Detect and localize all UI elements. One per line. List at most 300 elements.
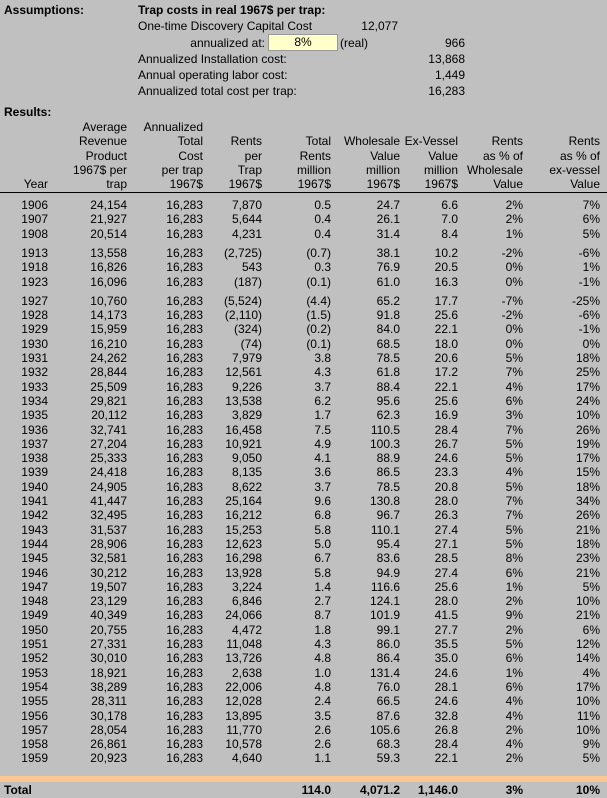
cell-year: 1934: [21, 393, 48, 408]
cell-avg-revenue: 40,349: [90, 608, 127, 623]
cell-avg-revenue: 19,507: [90, 579, 127, 594]
cell-rents-per-trap: 543: [241, 260, 262, 275]
column-header-avg-revenue: Product: [85, 148, 127, 163]
column-header-wholesale-value: Value: [370, 148, 400, 163]
cell-year: 1942: [21, 508, 48, 523]
labor-cost-value: 1,449: [434, 68, 465, 82]
cell-rents-per-trap: 7,979: [231, 351, 262, 365]
cell-rents-per-trap: 9,226: [231, 379, 262, 394]
cell-avg-revenue: 10,760: [90, 293, 127, 308]
cell-total-rents: 1.0: [314, 665, 331, 680]
cell-avg-revenue: 32,741: [90, 422, 127, 437]
cell-rents-per-trap: 3,829: [231, 408, 262, 423]
cell-rents-per-trap: 15,253: [225, 522, 262, 537]
cell-year: 1935: [21, 408, 48, 423]
cell-avg-revenue: 28,054: [90, 722, 127, 737]
cell-rents-pct-wholesale: 5%: [505, 522, 523, 537]
column-header-total-rents: 1967$: [297, 177, 331, 192]
column-header-rents-pct-wholesale: Rents: [491, 134, 523, 149]
cell-rents-pct-ex-vessel: 23%: [575, 551, 600, 566]
cell-year: 1907: [21, 212, 48, 227]
cell-total-rents: (0.1): [306, 336, 331, 351]
cell-total-rents: 3.8: [314, 351, 331, 365]
cell-rents-per-trap: (2,725): [223, 245, 262, 260]
table-row: [0, 423, 607, 437]
table-row: [0, 751, 607, 765]
cell-total-rents: 4.8: [314, 651, 331, 666]
cell-avg-revenue: 16,096: [90, 274, 127, 289]
cell-year: 1929: [21, 322, 48, 337]
cell-rents-pct-wholesale: 5%: [505, 451, 523, 466]
cell-wholesale-value: 95.6: [376, 393, 400, 408]
table-row: [0, 537, 607, 551]
cell-rents-per-trap: 8,622: [231, 479, 262, 494]
cell-rents-pct-ex-vessel: 14%: [575, 651, 600, 666]
column-header-avg-revenue: Revenue: [78, 134, 127, 149]
cell-avg-revenue: 30,178: [90, 708, 127, 723]
cell-rents-pct-ex-vessel: 21%: [575, 565, 600, 580]
cell-avg-revenue: 24,418: [90, 465, 127, 480]
cell-ex-vessel-value: 25.6: [434, 308, 458, 323]
cell-year: 1947: [21, 579, 48, 594]
cell-total-rents: 5.8: [314, 522, 331, 537]
cell-rents-per-trap: (2,110): [224, 308, 262, 323]
cell-rents-pct-wholesale: 3%: [505, 408, 523, 423]
cell-ex-vessel-value: 28.0: [434, 594, 458, 609]
cell-rents-pct-wholesale: 4%: [505, 694, 523, 709]
cell-wholesale-value: 76.0: [376, 679, 400, 694]
cell-rents-pct-ex-vessel: 12%: [575, 637, 600, 651]
cell-ex-vessel-value: 24.6: [434, 665, 458, 680]
cell-rents-pct-wholesale: 2%: [505, 622, 523, 637]
cell-rents-pct-ex-vessel: 4%: [582, 665, 600, 680]
cell-year: 1943: [21, 522, 48, 537]
cell-ex-vessel-value: 41.5: [434, 608, 458, 623]
column-header-rents-pct-ex-vessel: as % of: [559, 148, 600, 163]
cell-annualized-cost: 16,283: [166, 494, 203, 508]
column-header-rents-pct-ex-vessel: ex-vessel: [549, 162, 600, 177]
cell-avg-revenue: 28,311: [91, 694, 127, 709]
cell-wholesale-value: 130.8: [369, 494, 400, 508]
cell-rents-pct-wholesale: 4%: [505, 737, 523, 752]
cell-rents-per-trap: 13,726: [225, 651, 262, 666]
cell-rents-pct-wholesale: 0%: [505, 274, 523, 289]
cell-ex-vessel-value: 22.1: [434, 322, 458, 337]
cell-avg-revenue: 30,212: [90, 565, 127, 580]
cell-year: 1958: [21, 737, 48, 752]
cell-annualized-cost: 16,283: [166, 212, 203, 227]
cell-ex-vessel-value: 16.3: [434, 274, 458, 289]
cell-rents-per-trap: 8,135: [231, 465, 262, 480]
table-row: [0, 551, 607, 565]
cell-annualized-cost: 16,283: [166, 608, 203, 623]
cell-year: 1954: [21, 679, 48, 694]
cell-total-rents: (1.5): [306, 308, 331, 323]
cell-rents-pct-ex-vessel: 34%: [575, 494, 600, 508]
cell-ex-vessel-value: 6.6: [441, 198, 458, 212]
cell-total-rents: (4.4): [306, 293, 331, 308]
cell-annualized-cost: 16,283: [166, 274, 203, 289]
cell-rents-pct-ex-vessel: 26%: [575, 508, 600, 523]
table-row: [0, 380, 607, 394]
cell-rents-pct-ex-vessel: 18%: [575, 479, 600, 494]
cell-ex-vessel-value: 32.8: [434, 708, 458, 723]
table-row: [0, 246, 607, 260]
cell-year: 1950: [21, 622, 48, 637]
table-row: [0, 637, 607, 651]
cell-wholesale-value: 88.9: [376, 451, 400, 466]
cell-year: 1913: [21, 245, 48, 260]
cell-total-rents: 3.7: [314, 379, 331, 394]
cell-annualized-cost: 16,283: [166, 336, 203, 351]
cell-year: 1930: [21, 336, 48, 351]
column-header-ex-vessel-value: million: [423, 162, 458, 177]
cell-rents-pct-wholesale: 0%: [505, 336, 523, 351]
discount-rate-input[interactable]: 8%: [268, 34, 338, 51]
cell-rents-per-trap: (5,524): [223, 293, 262, 308]
total-label: Total: [4, 783, 32, 797]
cell-total-rents: 4.9: [314, 436, 331, 451]
cell-rents-per-trap: 12,623: [225, 536, 262, 551]
table-row: [0, 694, 607, 708]
cell-avg-revenue: 32,581: [90, 551, 127, 566]
column-header-total-rents: Total: [305, 134, 331, 149]
total-rents-pct-ex-vessel: 10%: [575, 783, 600, 797]
cell-ex-vessel-value: 17.2: [434, 365, 458, 380]
cell-wholesale-value: 68.3: [376, 737, 400, 752]
cell-rents-per-trap: 9,050: [231, 451, 262, 466]
cell-rents-per-trap: 2,638: [231, 665, 262, 680]
cell-year: 1932: [21, 365, 48, 380]
cell-rents-pct-ex-vessel: 11%: [576, 708, 600, 723]
cell-year: 1937: [21, 436, 48, 451]
cell-annualized-cost: 16,283: [166, 308, 203, 323]
cell-wholesale-value: 88.4: [376, 379, 400, 394]
table-row: [0, 198, 607, 212]
column-header-ex-vessel-value: Value: [428, 148, 458, 163]
cell-avg-revenue: 28,844: [90, 365, 127, 380]
column-header-total-rents: Rents: [299, 148, 331, 163]
table-row: [0, 680, 607, 694]
cell-total-rents: 7.5: [314, 422, 331, 437]
column-header-rents-pct-wholesale: Wholesale: [466, 162, 523, 177]
column-header-rents-per-trap: 1967$: [228, 177, 262, 192]
column-header-annualized-cost: Total: [177, 134, 203, 149]
cell-avg-revenue: 24,905: [90, 479, 127, 494]
cell-wholesale-value: 78.5: [376, 479, 400, 494]
cell-rents-pct-wholesale: 7%: [505, 365, 523, 380]
cell-wholesale-value: 86.5: [376, 465, 400, 480]
cell-year: 1955: [21, 694, 48, 709]
cell-rents-pct-ex-vessel: 18%: [575, 536, 600, 551]
cell-annualized-cost: 16,283: [166, 245, 203, 260]
cell-avg-revenue: 21,927: [90, 212, 127, 227]
table-row: [0, 227, 607, 241]
cell-total-rents: 1.4: [314, 579, 331, 594]
cell-total-rents: 4.3: [314, 365, 331, 380]
cell-annualized-cost: 16,283: [166, 665, 203, 680]
annualized-at-label: annualized at:: [190, 36, 265, 50]
cell-rents-per-trap: 10,921: [225, 436, 262, 451]
cell-total-rents: 4.8: [314, 679, 331, 694]
table-row: [0, 480, 607, 494]
cell-ex-vessel-value: 16.9: [434, 408, 458, 423]
cell-wholesale-value: 86.4: [376, 651, 400, 666]
table-row: [0, 308, 607, 322]
cell-rents-pct-ex-vessel: 6%: [582, 212, 600, 227]
cell-rents-pct-ex-vessel: 26%: [575, 422, 600, 437]
cell-rents-per-trap: 13,928: [225, 565, 262, 580]
cell-year: 1918: [21, 260, 48, 275]
cell-wholesale-value: 26.1: [376, 212, 400, 227]
cell-total-rents: 2.6: [314, 722, 331, 737]
cell-rents-pct-ex-vessel: 10%: [575, 408, 600, 423]
cell-rents-pct-wholesale: 5%: [505, 436, 523, 451]
cell-rents-per-trap: 11,048: [226, 637, 262, 651]
cell-total-rents: 5.0: [314, 536, 331, 551]
cell-wholesale-value: 65.2: [376, 293, 400, 308]
cell-rents-pct-wholesale: 6%: [505, 679, 523, 694]
column-header-ex-vessel-value: Ex-Vessel: [404, 134, 458, 149]
cell-rents-pct-wholesale: 2%: [505, 722, 523, 737]
cell-ex-vessel-value: 26.8: [434, 722, 458, 737]
table-row: [0, 737, 607, 751]
total-wholesale-value: 4,071.2: [359, 783, 400, 797]
annualized-value: 966: [444, 36, 465, 50]
cell-ex-vessel-value: 28.0: [434, 494, 458, 508]
cell-rents-per-trap: 25,164: [225, 494, 262, 508]
cell-annualized-cost: 16,283: [166, 722, 203, 737]
cell-ex-vessel-value: 20.8: [434, 479, 458, 494]
cell-rents-pct-ex-vessel: 17%: [575, 679, 600, 694]
table-row: [0, 651, 607, 665]
cell-avg-revenue: 16,210: [90, 336, 127, 351]
cell-rents-pct-ex-vessel: 17%: [575, 379, 600, 394]
cell-rents-pct-wholesale: 5%: [505, 536, 523, 551]
table-row: [0, 523, 607, 537]
cell-wholesale-value: 94.9: [376, 565, 400, 580]
cell-rents-pct-wholesale: -2%: [501, 308, 523, 323]
cell-avg-revenue: 24,154: [90, 198, 127, 212]
cell-total-rents: 4.3: [314, 637, 331, 651]
cell-rents-per-trap: 22,006: [225, 679, 262, 694]
table-row: [0, 451, 607, 465]
cell-rents-pct-ex-vessel: 9%: [582, 737, 600, 752]
table-row: [0, 437, 607, 451]
cell-ex-vessel-value: 7.0: [441, 212, 458, 227]
cell-rents-per-trap: (324): [233, 322, 262, 337]
cell-avg-revenue: 20,755: [90, 622, 127, 637]
cell-rents-per-trap: 5,644: [231, 212, 262, 227]
column-header-total-rents: million: [296, 162, 331, 177]
cell-rents-pct-ex-vessel: -6%: [578, 308, 600, 323]
total-separator: [0, 776, 607, 782]
total-row: [0, 783, 607, 798]
cell-rents-pct-wholesale: 4%: [505, 465, 523, 480]
cell-rents-per-trap: 4,472: [231, 622, 262, 637]
table-row: [0, 260, 607, 274]
column-header-year: Year: [23, 177, 48, 192]
cell-annualized-cost: 16,283: [166, 536, 203, 551]
cell-wholesale-value: 101.9: [369, 608, 400, 623]
column-header-avg-revenue: trap: [106, 177, 127, 192]
cell-avg-revenue: 27,204: [90, 436, 127, 451]
cell-rents-pct-wholesale: 5%: [505, 479, 523, 494]
cell-wholesale-value: 110.5: [370, 422, 400, 437]
cell-rents-pct-ex-vessel: 24%: [575, 393, 600, 408]
cell-wholesale-value: 87.6: [376, 708, 400, 723]
cell-avg-revenue: 16,826: [90, 260, 127, 275]
column-header-annualized-cost: Annualized: [143, 120, 203, 134]
cell-wholesale-value: 68.5: [376, 336, 400, 351]
cell-rents-pct-ex-vessel: 21%: [575, 522, 600, 537]
table-row: [0, 666, 607, 680]
table-row: [0, 566, 607, 580]
cell-rents-pct-ex-vessel: 19%: [575, 436, 600, 451]
cell-rents-pct-ex-vessel: 25%: [575, 365, 600, 380]
cell-annualized-cost: 16,283: [166, 198, 203, 212]
assumptions-heading: Assumptions:: [4, 3, 85, 17]
cell-year: 1928: [21, 308, 48, 323]
cell-rents-per-trap: 3,224: [231, 579, 262, 594]
cell-rents-per-trap: 16,212: [225, 508, 262, 523]
table-row: [0, 365, 607, 379]
cell-ex-vessel-value: 27.1: [434, 536, 458, 551]
cell-ex-vessel-value: 25.6: [434, 579, 458, 594]
cell-annualized-cost: 16,283: [166, 226, 203, 241]
table-row: [0, 394, 607, 408]
cell-total-rents: 2.6: [314, 737, 331, 752]
cell-rents-per-trap: 7,870: [231, 198, 262, 212]
cell-ex-vessel-value: 8.4: [441, 226, 458, 241]
cell-annualized-cost: 16,283: [166, 708, 203, 723]
cell-year: 1944: [21, 536, 48, 551]
cell-rents-pct-wholesale: 2%: [505, 751, 523, 766]
cell-wholesale-value: 99.1: [376, 622, 400, 637]
cell-avg-revenue: 20,514: [90, 226, 127, 241]
cell-rents-pct-ex-vessel: 21%: [575, 608, 600, 623]
cell-total-rents: 0.3: [314, 260, 331, 275]
cell-ex-vessel-value: 22.1: [434, 751, 458, 766]
cell-rents-pct-wholesale: 4%: [505, 379, 523, 394]
cell-ex-vessel-value: 27.4: [434, 522, 458, 537]
total-cost-value: 16,283: [428, 84, 465, 98]
cell-ex-vessel-value: 28.1: [434, 679, 458, 694]
cell-rents-pct-ex-vessel: 1%: [582, 260, 600, 275]
cell-year: 1941: [21, 494, 48, 508]
cell-rents-per-trap: 16,458: [225, 422, 262, 437]
cell-wholesale-value: 61.0: [376, 274, 400, 289]
cell-annualized-cost: 16,283: [166, 422, 203, 437]
column-header-rents-per-trap: per: [244, 148, 262, 163]
cell-rents-per-trap: 11,770: [226, 722, 262, 737]
cell-wholesale-value: 131.4: [369, 665, 400, 680]
column-header-rents-pct-ex-vessel: Rents: [568, 134, 600, 149]
table-row: [0, 322, 607, 336]
cell-ex-vessel-value: 35.5: [434, 637, 458, 651]
cell-ex-vessel-value: 26.7: [434, 436, 458, 451]
cell-wholesale-value: 83.6: [376, 551, 400, 566]
cell-ex-vessel-value: 18.0: [434, 336, 458, 351]
cell-year: 1939: [21, 465, 48, 480]
cell-year: 1940: [21, 479, 48, 494]
cell-annualized-cost: 16,283: [166, 393, 203, 408]
cell-wholesale-value: 116.6: [370, 579, 400, 594]
cell-rents-pct-ex-vessel: 15%: [575, 465, 600, 480]
cell-year: 1906: [21, 198, 48, 212]
table-row: [0, 351, 607, 365]
cell-rents-pct-ex-vessel: -1%: [578, 274, 600, 289]
cell-avg-revenue: 41,447: [90, 494, 127, 508]
cell-annualized-cost: 16,283: [166, 365, 203, 380]
column-header-rents-per-trap: Rents: [230, 134, 262, 149]
cell-total-rents: 2.4: [314, 694, 331, 709]
cell-rents-per-trap: 12,561: [225, 365, 262, 380]
cell-rents-pct-wholesale: 5%: [505, 637, 523, 651]
column-header-annualized-cost: per trap: [161, 162, 203, 177]
column-header-avg-revenue: Average: [82, 120, 127, 134]
column-header-rents-pct-wholesale: Value: [493, 177, 523, 192]
cell-annualized-cost: 16,283: [166, 508, 203, 523]
cell-wholesale-value: 62.3: [376, 408, 400, 423]
column-header-annualized-cost: Cost: [178, 148, 203, 163]
cell-ex-vessel-value: 17.7: [434, 293, 458, 308]
cell-year: 1953: [21, 665, 48, 680]
cell-rents-per-trap: 10,578: [225, 737, 262, 752]
cell-ex-vessel-value: 20.6: [434, 351, 458, 365]
cell-avg-revenue: 18,921: [90, 665, 127, 680]
cell-total-rents: 6.2: [314, 393, 331, 408]
cell-rents-per-trap: 12,028: [225, 694, 262, 709]
cell-wholesale-value: 91.8: [376, 308, 400, 323]
cell-year: 1938: [21, 451, 48, 466]
cell-avg-revenue: 25,509: [90, 379, 127, 394]
table-row: [0, 580, 607, 594]
table-row: [0, 623, 607, 637]
cell-avg-revenue: 27,331: [90, 637, 127, 651]
cell-rents-pct-wholesale: 6%: [505, 393, 523, 408]
cell-year: 1957: [21, 722, 48, 737]
cell-annualized-cost: 16,283: [166, 579, 203, 594]
cell-total-rents: 9.6: [314, 494, 331, 508]
cell-wholesale-value: 95.4: [376, 536, 400, 551]
cell-ex-vessel-value: 23.3: [434, 465, 458, 480]
cell-avg-revenue: 20,112: [91, 408, 127, 423]
cell-avg-revenue: 25,333: [90, 451, 127, 466]
cell-rents-pct-wholesale: 6%: [505, 565, 523, 580]
cell-wholesale-value: 96.7: [376, 508, 400, 523]
cell-rents-pct-wholesale: 6%: [505, 651, 523, 666]
cell-avg-revenue: 29,821: [90, 393, 127, 408]
cell-rents-per-trap: 4,640: [231, 751, 262, 766]
cell-rents-per-trap: 4,231: [231, 226, 262, 241]
table-row: [0, 594, 607, 608]
table-row: [0, 337, 607, 351]
cell-rents-pct-ex-vessel: 6%: [582, 622, 600, 637]
cell-annualized-cost: 16,283: [166, 451, 203, 466]
cell-wholesale-value: 86.0: [376, 637, 400, 651]
cell-avg-revenue: 13,558: [90, 245, 127, 260]
cell-year: 1936: [21, 422, 48, 437]
cell-total-rents: 4.1: [314, 451, 331, 466]
cell-total-rents: 0.4: [314, 212, 331, 227]
cell-annualized-cost: 16,283: [166, 260, 203, 275]
cell-rents-pct-ex-vessel: 7%: [582, 198, 600, 212]
cell-rents-pct-wholesale: -2%: [501, 245, 523, 260]
table-row: [0, 494, 607, 508]
cell-total-rents: 6.7: [314, 551, 331, 566]
cell-avg-revenue: 23,129: [90, 594, 127, 609]
